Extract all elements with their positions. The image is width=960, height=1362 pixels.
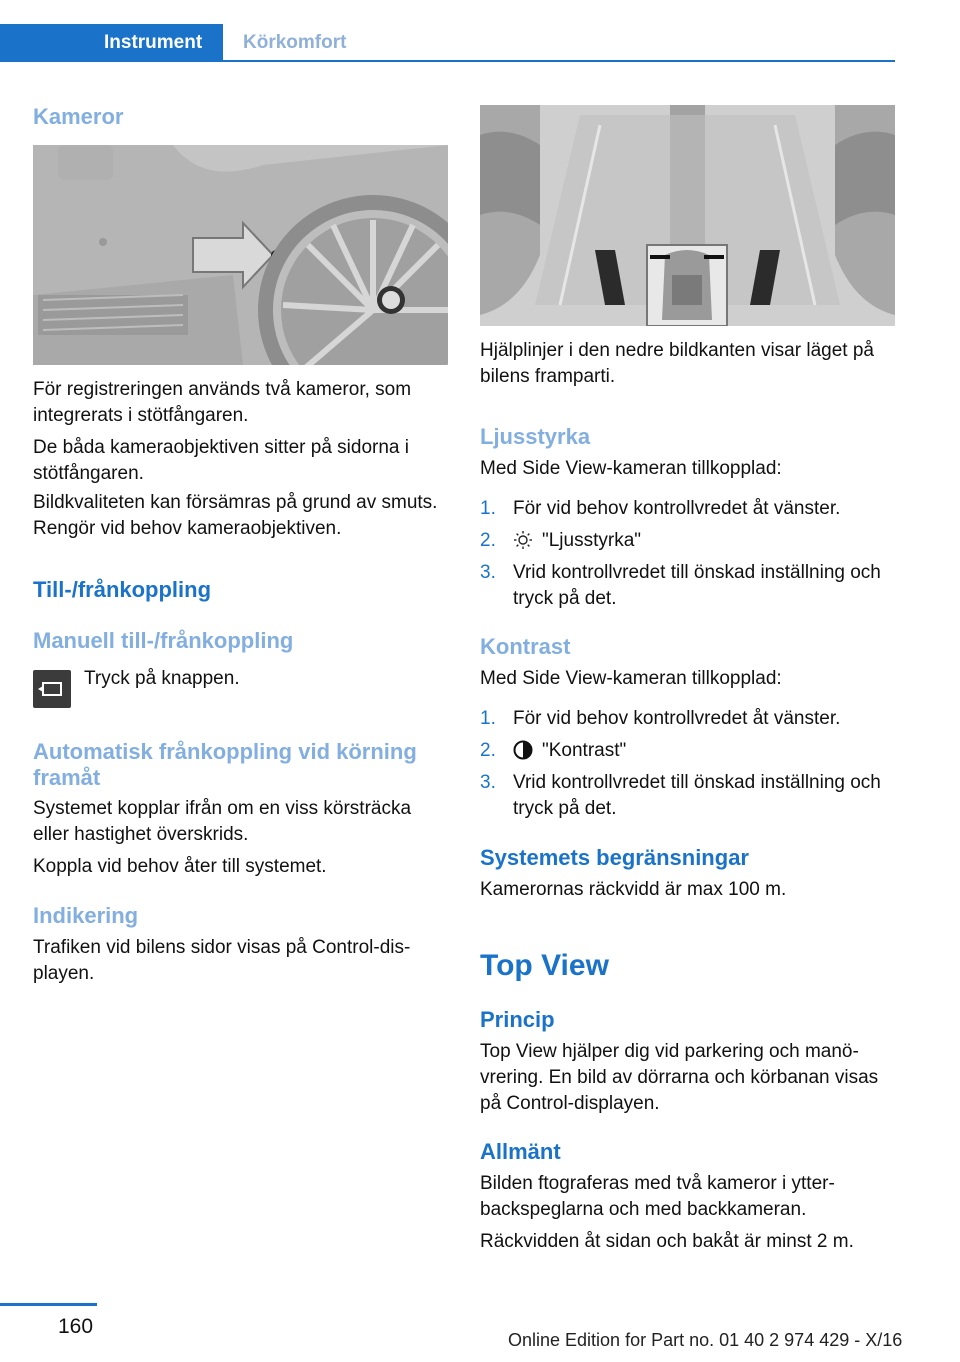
paragraph-auto-2: Koppla vid behov åter till systemet. (33, 856, 327, 877)
ljusstyrka-intro: Med Side View-kameran tillkopplad: (480, 458, 782, 479)
page-number: 160 (58, 1315, 94, 1338)
paragraph-auto-1: Systemet kopplar ifrån om en viss körsträcka eller hastighet överskrids. (33, 798, 412, 845)
kontrast-step-2-text: "Kontrast" (542, 740, 627, 761)
ljus-step-3-number: 3. (480, 562, 496, 583)
heading-kameror: Kameror (33, 104, 124, 129)
heading-till-frankoppling: Till-/frånkoppling (33, 577, 212, 602)
tab-korkomfort[interactable]: Körkomfort (243, 32, 347, 53)
kontrast-step-3-number: 3. (480, 772, 496, 793)
top-tab-bar (0, 24, 895, 62)
paragraph-kameror-2: De båda kameraobjektiven sitter på sidorna i stötfångaren. (33, 437, 409, 484)
figure-caption: Hjälplinjer i den nedre bildkanten visar läget på bilens framparti. (480, 340, 874, 387)
kontrast-intro: Med Side View-kameran tillkopplad: (480, 668, 782, 689)
parking-guide-illustration (480, 105, 895, 326)
footer-rule (0, 1303, 97, 1306)
button-instruction: Tryck på knappen. (84, 668, 240, 689)
heading-princip: Princip (480, 1007, 555, 1032)
side-view-button[interactable] (33, 670, 71, 708)
sun-icon (513, 530, 533, 555)
bumper-camera-illustration (33, 145, 448, 365)
heading-automatisk: Automatisk frånkoppling vid körning framåt (33, 739, 417, 790)
kontrast-step-1-number: 1. (480, 708, 496, 729)
ljus-step-1-text: För vid behov kontrollvredet åt vänster. (513, 498, 841, 519)
heading-begransningar: Systemets begränsningar (480, 845, 749, 870)
paragraph-indikering: Trafiken vid bilens sidor visas på Control-dis-playen. (33, 937, 411, 984)
ljus-step-2-text: "Ljusstyrka" (542, 530, 642, 551)
princip-text: Top View hjälper dig vid parkering och manö-vrering. En bild av dörrarna och körbanan visas på Control-displayen. (480, 1041, 879, 1114)
ljus-step-2-number: 2. (480, 530, 496, 551)
paragraph-kameror-1: För registreringen används två kameror, som integrerats i stötfångaren. (33, 379, 412, 426)
kontrast-step-3-text: Vrid kontrollvredet till önskad inställning och tryck på det. (513, 772, 881, 819)
heading-kontrast: Kontrast (480, 634, 571, 659)
kontrast-step-1-text: För vid behov kontrollvredet åt vänster. (513, 708, 841, 729)
heading-top-view: Top View (480, 949, 609, 982)
allmant-text-1: Bilden ftograferas med två kameror i ytter-backspeglarna och med backkameran. (480, 1173, 835, 1220)
heading-allmant: Allmänt (480, 1139, 561, 1164)
heading-manuell: Manuell till-/frånkoppling (33, 628, 294, 653)
header-rule (0, 60, 895, 62)
tab-instrument[interactable]: Instrument (0, 24, 223, 62)
bumper-wheel-drawing (33, 145, 448, 365)
contrast-icon (513, 740, 533, 765)
paragraph-kameror-3: Bildkvaliteten kan försämras på grund av smuts. Rengör vid behov kameraobjektiven. (33, 492, 438, 539)
kontrast-step-2-number: 2. (480, 740, 496, 761)
guide-lines-drawing (480, 105, 895, 326)
ljus-step-3-text: Vrid kontrollvredet till önskad inställning och tryck på det. (513, 562, 881, 609)
camera-icon (33, 670, 71, 708)
ljus-step-1-number: 1. (480, 498, 496, 519)
allmant-text-2: Räckvidden åt sidan och bakåt är minst 2 m. (480, 1231, 854, 1252)
begransningar-text: Kamerornas räckvidd är max 100 m. (480, 879, 787, 900)
edition-footer: Online Edition for Part no. 01 40 2 974 429 - X/16 (508, 1330, 903, 1350)
heading-indikering: Indikering (33, 903, 139, 928)
heading-ljusstyrka: Ljusstyrka (480, 424, 591, 449)
